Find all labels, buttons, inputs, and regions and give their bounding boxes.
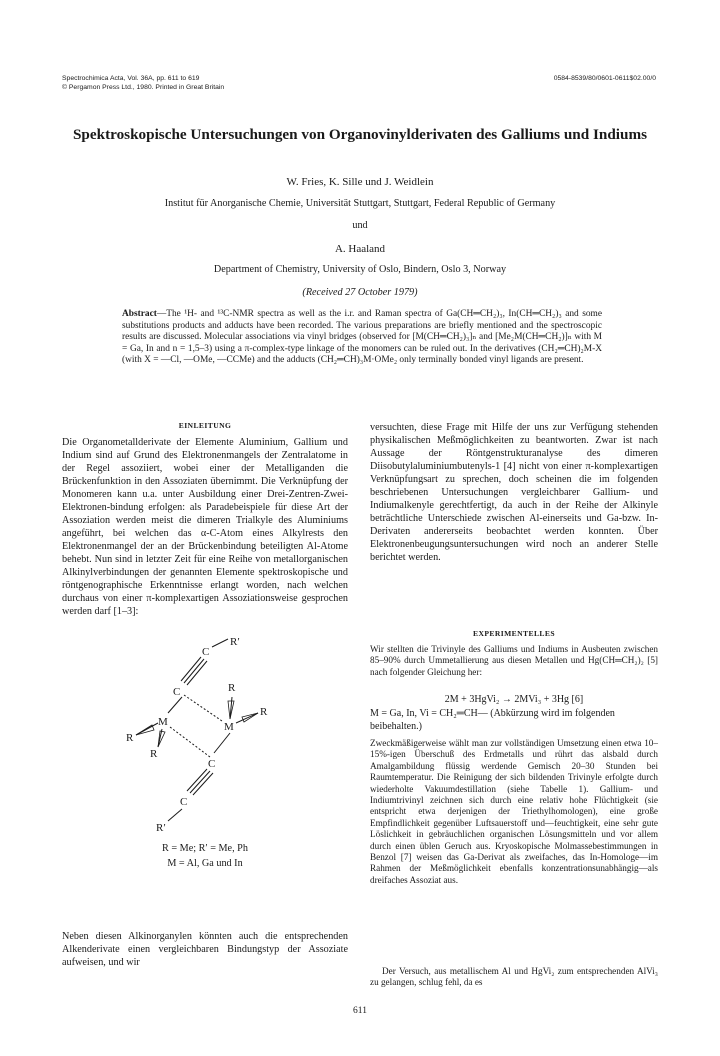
structure-legend-1: R = Me; R′ = Me, Ph [162, 843, 248, 854]
bridged-alkynyl-structure [118, 625, 298, 835]
journal-citation [62, 74, 224, 92]
received-date: (Received 27 October 1979) [302, 287, 418, 298]
right-column-para-1 [370, 421, 658, 564]
experimental-paragraph-1: Wir stellten die Trivinyle des Galliums und Indiums in Ausbeuten zwischen 85–90% durch Ummetallierung aus diesen Metallen und Hg(CH═CH₂)₂ [5] nach folgender Gleichung her: [370, 644, 658, 677]
intro-paragraph-2: Neben diesen Alkinorganylen könnten auch die entsprechenden Alkenderivate einen vergleichbaren Bindungstyp der Assoziate aufweisen, und wir [62, 931, 348, 968]
struct-atom-c3: C [208, 758, 216, 770]
struct-label-rprime-top: R′ [230, 636, 240, 648]
author-2: A. Haaland [334, 243, 386, 255]
right-column-para-2 [370, 644, 658, 678]
struct-label-r-left: R [126, 732, 134, 744]
struct-atom-c2: C [173, 686, 181, 698]
struct-atom-c1: C [202, 646, 210, 658]
journal-line-2: © Pergamon Press Ltd., 1980. Printed in Great Britain [62, 84, 225, 91]
struct-atom-c4: C [180, 796, 188, 808]
struct-atom-m-right: M [224, 721, 234, 733]
reaction-equation: 2M + 3HgVi₂ → 2MVi₃ + 3Hg [6] [444, 694, 584, 705]
left-column-para-2 [62, 930, 348, 969]
struct-label-rprime-bottom: R′ [156, 822, 166, 834]
affiliation-1: Institut für Anorganische Chemie, Universität Stuttgart, Stuttgart, Federal Republic of Germany [164, 198, 556, 209]
experimental-paragraph-2: Zweckmäßigerweise wählt man zur vollständigen Umsetzung einen etwa 10–15%-igen Überschuß des Erdmetalls und rührt das alsbald durch Amalgambildung flüssig werdende Gemisch 20–30 Stunden bei Raumtemperatur. Die Reinigung der sich bildenden Trivinyle erfolgte durch wiederholte Vakuumdestillation (siehe Tabelle 1). Gallium- und Indiumtrivinyl zeichnen sich durch eine relativ hohe Flüchtigkeit (sie entspricht etwa derjenigen der Triethylhomologen), eine große Empfindlichkeit gegenüber Luftsauerstoff und—feuchtigkeit, eine sehr gute Löslichkeit in gebräuchlichen organischen Lösungsmitteln und vor allem durch einen üblen Geruch aus. Kryoskopische Molmassebestimmungen in Benzol [7] weisen das Ga-Derivat als zweifaches, das In-Homologe—im Rahmen der Meßmöglichkeit ebenfalls konzentrationsunabhängig—als dreifaches Assoziat aus. [370, 738, 658, 885]
struct-label-r-right: R [260, 706, 268, 718]
article-title: Spektroskopische Untersuchungen von Organovinylderivaten des Galliums und Indiums [72, 126, 648, 143]
right-column-para-3 [370, 738, 658, 886]
affiliation-2: Department of Chemistry, University of Oslo, Bindern, Oslo 3, Norway [213, 264, 507, 275]
struct-label-r-right-top: R [228, 682, 236, 694]
right-paragraph-1: versuchten, diese Frage mit Hilfe der uns zur Verfügung stehenden physikalischen Meßmöglichkeiten zu beantworten. Zwar ist nach Aussage der Röntgenstrukturanalyse des dimeren Diisobutylaluminiumbutenyls-1 [4] nicht von einer π-komplexartigen Verknüpfungsart zu sprechen, doch scheinen die im folgenden beschriebenen Untersuchungen vergleichbarer Gallium- und Indiumalkenyle gerechtfertigt, da auch in der Reihe der Alkinyle beträchtliche Unterschiede zwischen Al-einerseits und Ga-bzw. In-Derivaten andererseits beobachtet werden konnten. Über Elektronenbeugungsuntersuchungen wird noch an anderer Stelle berichtet werden. [370, 422, 658, 563]
abstract [122, 309, 602, 367]
authors-line: W. Fries, K. Sille und J. Weidlein [286, 176, 434, 188]
right-column-para-4 [370, 966, 658, 989]
struct-label-r-left-bottom: R [150, 748, 158, 760]
article-code: 0584-8539/80/0601-0611$02.00/0 [553, 75, 656, 82]
section-heading-experimentelles: EXPERIMENTELLES [473, 629, 555, 638]
page-number: 611 [353, 1006, 367, 1016]
abstract-text: —The ¹H- and ¹³C-NMR spectra as well as the i.r. and Raman spectra of Ga(CH═CH₂)₃, In(CH═CH₂)₃ and some substitutions products and adducts have been recorded. The various preparations are briefly mentioned and the spectroscopic results are discussed. Molecular associations via vinyl bridges (observed for [M(CH═CH₂)₃]ₙ and [Me₂M(CH═CH₂)]ₙ with M = Ga, In and n = 1,5–3) using a π-complex-type linkage of the monomers can be ruled out. In the derivatives (CH₂═CH)₂M-X (with X = —Cl, —OMe, —CCMe) and the adducts (CH₂═CH)₃M·OMe₂ only terminally bonded vinyl ligands are present. [122, 309, 602, 366]
journal-line-1: Spectrochimica Acta, Vol. 36A, pp. 611 to 619 [62, 75, 200, 82]
section-heading-einleitung: EINLEITUNG [178, 421, 232, 430]
equation-note: M = Ga, In, Vi = CH₂═CH— (Abkürzung wird im folgenden beibehalten.) [370, 708, 615, 732]
struct-atom-m-left: M [158, 716, 168, 728]
und-connector: und [352, 220, 368, 231]
intro-paragraph: Die Organometallderivate der Elemente Aluminium, Gallium und Indium sind auf Grund des Elektronenmangels der Zentralatome in der Regel assoziiert, wobei einer der Metalliganden die Brückenfunktion in den Assoziaten übernimmt. Die Verknüpfung der Monomeren kann u.a. unter Ausbildung einer Drei-Zentren-Zwei-Elektronen-bindung erfolgen: als Paradebeispiele für diese Art der Assoziation werden meist die dimeren Trialkyle des Aluminiums angeführt, bei welchen das α-C-Atom eines Alkylrests den Elektronenmangel der an der Brückenbindung beteiligten Al-Atome behebt. Nun sind in letzter Zeit für eine Reihe von metallorganischen Alkinylverbindungen der genannten Elemente spektroskopische und röntgenographische Erkenntnisse erlangt worden, nach welchen durchaus von einer π-komplexartigen Assoziationsweise gesprochen werden darf [1–3]: [62, 437, 348, 617]
structure-legend-2: M = Al, Ga und In [167, 858, 243, 869]
left-column-para-1 [62, 436, 348, 618]
experimental-paragraph-3: Der Versuch, aus metallischem Al und HgVi₂ zum entsprechenden AlVi₃ zu gelangen, schlug fehl, da es [370, 966, 658, 988]
abstract-label: Abstract [122, 309, 157, 319]
